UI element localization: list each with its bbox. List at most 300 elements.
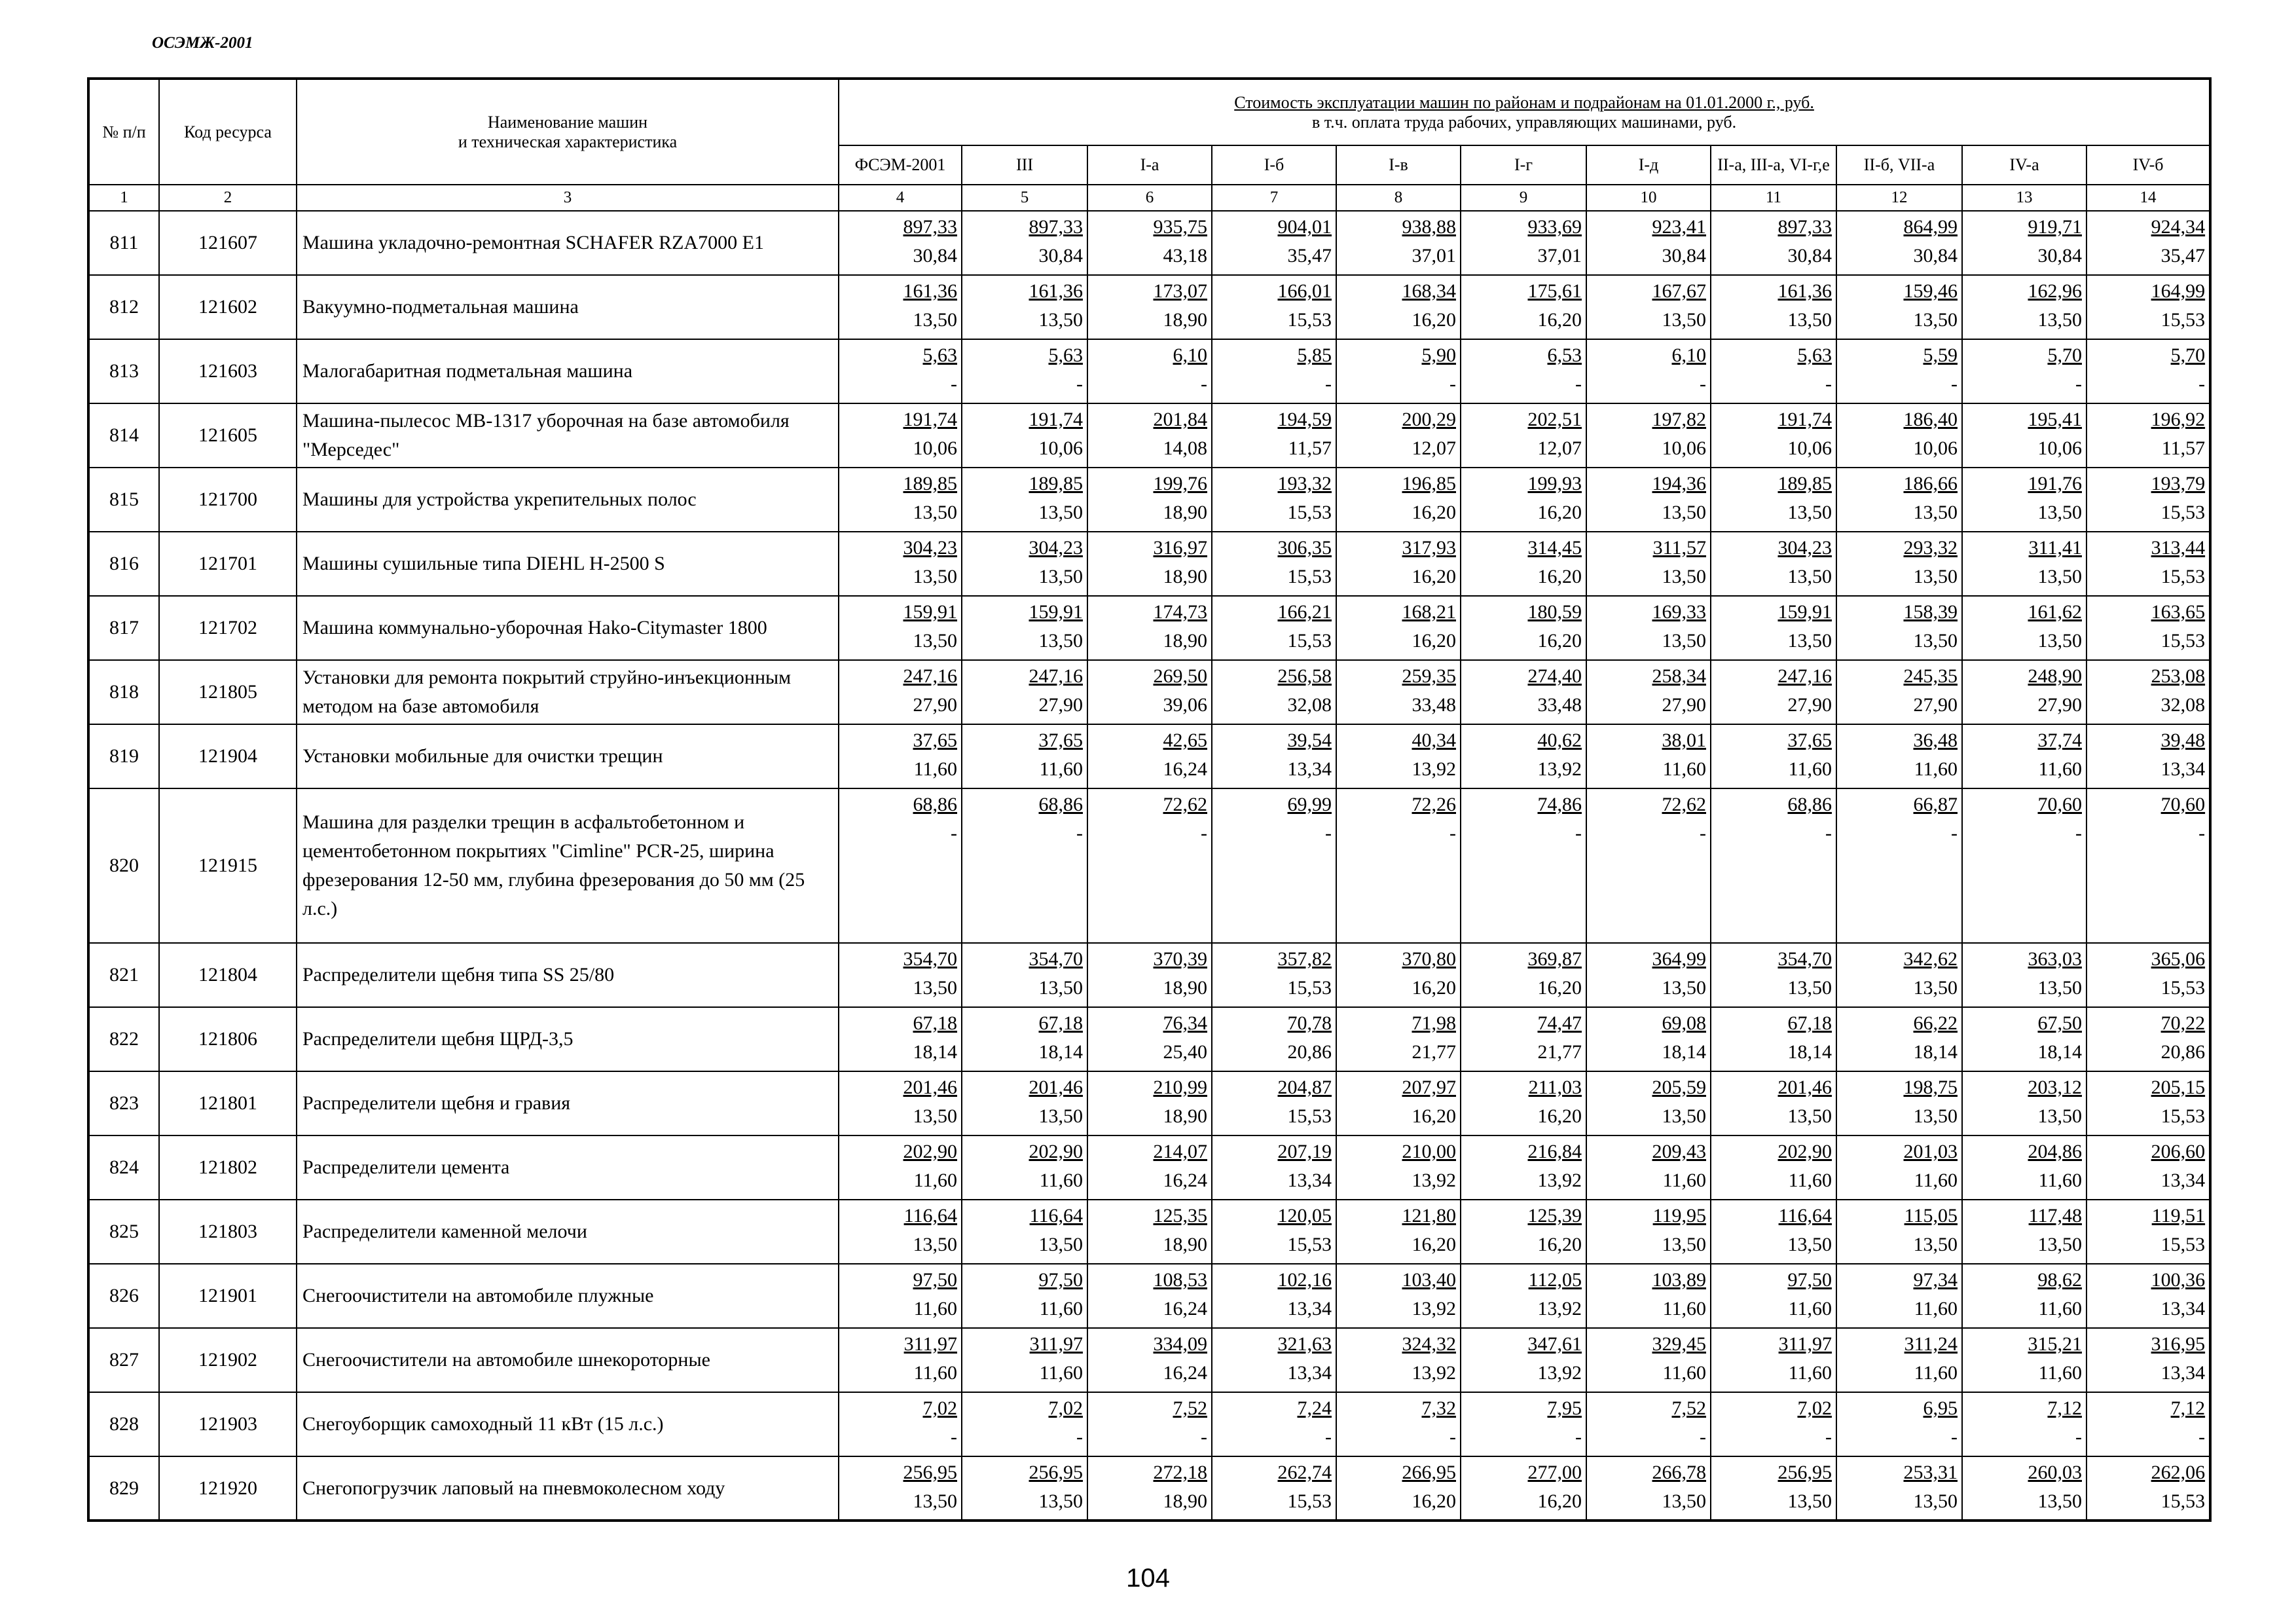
cost-cell: [1212, 403, 1336, 468]
cost-cell: [1212, 211, 1336, 275]
cost-cell: [839, 532, 962, 596]
cost-value: 256,95: [1029, 1462, 1083, 1483]
labor-cost-value: 15,53: [2160, 1490, 2206, 1512]
header-cost-subtitle: в т.ч. оплата труда рабочих, управляющих машинами, руб.: [1312, 112, 1737, 132]
resource-code: 121804: [159, 943, 297, 1007]
cost-cell: [1336, 468, 1461, 532]
cost-value: 70,22: [2160, 1012, 2206, 1034]
cost-value: 159,91: [1029, 601, 1083, 623]
header-region: I-а: [1087, 145, 1212, 185]
row-number: 814: [88, 403, 159, 468]
cost-value: 313,44: [2151, 537, 2206, 559]
labor-cost-value: 15,53: [2160, 566, 2206, 587]
cost-value: 74,47: [1537, 1012, 1582, 1034]
labor-cost-value: 11,57: [1288, 437, 1332, 459]
labor-cost-value: 18,90: [1163, 630, 1207, 652]
table-row: [88, 403, 2210, 468]
labor-cost-value: -: [1076, 373, 1083, 395]
cost-value: 864,99: [1903, 216, 1958, 238]
cost-value: 72,62: [1163, 794, 1207, 815]
cost-cell: [1336, 943, 1461, 1007]
labor-cost-value: -: [2075, 373, 2082, 395]
machine-cost-table: [87, 77, 2212, 1522]
cost-cell: [1461, 596, 1586, 660]
cost-cell: [1962, 532, 2086, 596]
cost-value: 199,93: [1527, 473, 1582, 494]
cost-value: 161,36: [903, 280, 957, 302]
cost-cell: [1586, 403, 1711, 468]
cost-cell: [962, 1328, 1087, 1392]
cost-cell: [1962, 1264, 2086, 1328]
cost-value: 120,05: [1277, 1205, 1332, 1227]
labor-cost-value: 27,90: [1913, 694, 1958, 716]
cost-cell: [1087, 1007, 1212, 1071]
cost-value: 256,58: [1277, 665, 1332, 687]
cost-value: 194,59: [1277, 409, 1332, 430]
cost-cell: [962, 1007, 1087, 1071]
labor-cost-value: 11,60: [2038, 1170, 2082, 1191]
cost-value: 304,23: [1777, 537, 1832, 559]
labor-cost-value: 13,50: [913, 630, 957, 652]
table-row: [88, 1392, 2210, 1456]
cost-cell: [1461, 532, 1586, 596]
cost-value: 69,08: [1662, 1012, 1706, 1034]
cost-cell: [1711, 1328, 1836, 1392]
labor-cost-value: 15,53: [1287, 1234, 1332, 1255]
cost-cell: [1087, 211, 1212, 275]
cost-cell: [1836, 1135, 1962, 1200]
resource-code: 121901: [159, 1264, 297, 1328]
cost-cell: [1212, 1071, 1336, 1135]
machine-name: Малогабаритная подметальная машина: [297, 339, 839, 403]
machine-name: Распределители цемента: [297, 1135, 839, 1200]
cost-cell: [1087, 1071, 1212, 1135]
labor-cost-value: 13,50: [1787, 1234, 1832, 1255]
labor-cost-value: 16,20: [1537, 977, 1582, 999]
cost-cell: [1586, 1264, 1711, 1328]
cost-cell: [1711, 532, 1836, 596]
cost-cell: [1336, 1200, 1461, 1264]
cost-value: 200,29: [1402, 409, 1456, 430]
cost-value: 76,34: [1163, 1012, 1207, 1034]
cost-value: 180,59: [1527, 601, 1582, 623]
labor-cost-value: 11,60: [2038, 1298, 2082, 1320]
labor-cost-value: 18,90: [1163, 1234, 1207, 1255]
labor-cost-value: -: [1449, 373, 1456, 395]
cost-value: 69,99: [1287, 794, 1332, 815]
labor-cost-value: -: [951, 373, 957, 395]
labor-cost-value: -: [951, 822, 957, 844]
labor-cost-value: 11,60: [1914, 758, 1958, 780]
cost-cell: [2086, 1007, 2210, 1071]
cost-value: 919,71: [2028, 216, 2082, 238]
cost-cell: [1336, 1071, 1461, 1135]
cost-cell: [962, 943, 1087, 1007]
cost-value: 37,65: [1787, 729, 1832, 751]
labor-cost-value: 13,50: [913, 566, 957, 587]
labor-cost-value: 15,53: [1287, 1490, 1332, 1512]
cost-cell: [839, 1392, 962, 1456]
labor-cost-value: -: [1951, 373, 1958, 395]
cost-cell: [1836, 1392, 1962, 1456]
row-number: 822: [88, 1007, 159, 1071]
cost-value: 262,06: [2151, 1462, 2206, 1483]
header-region: I-д: [1586, 145, 1711, 185]
cost-value: 201,03: [1903, 1141, 1958, 1162]
cost-cell: [1087, 1456, 1212, 1521]
cost-cell: [1836, 403, 1962, 468]
cost-cell: [1461, 788, 1586, 943]
cost-cell: [962, 1456, 1087, 1521]
labor-cost-value: 18,14: [2037, 1041, 2082, 1063]
cost-value: 357,82: [1277, 948, 1332, 970]
cost-cell: [1212, 596, 1336, 660]
header-col-number: 8: [1336, 185, 1461, 211]
cost-cell: [1586, 788, 1711, 943]
cost-value: 108,53: [1153, 1269, 1207, 1291]
cost-cell: [1212, 339, 1336, 403]
cost-value: 116,64: [903, 1205, 957, 1227]
labor-cost-value: 16,20: [1412, 1234, 1456, 1255]
labor-cost-value: 13,50: [1662, 1490, 1706, 1512]
cost-value: 102,16: [1277, 1269, 1332, 1291]
resource-code: 121803: [159, 1200, 297, 1264]
cost-value: 247,16: [1029, 665, 1083, 687]
cost-cell: [1461, 403, 1586, 468]
labor-cost-value: 13,92: [1537, 1298, 1582, 1320]
row-number: 826: [88, 1264, 159, 1328]
resource-code: 121902: [159, 1328, 297, 1392]
cost-value: 166,21: [1277, 601, 1332, 623]
machine-name: Машина-пылесос МВ-1317 уборочная на базе автомобиля "Мерседес": [297, 403, 839, 468]
row-number: 812: [88, 275, 159, 339]
cost-value: 7,32: [1421, 1397, 1456, 1419]
cost-cell: [839, 275, 962, 339]
header-region: I-в: [1336, 145, 1461, 185]
cost-cell: [1836, 1071, 1962, 1135]
labor-cost-value: 27,90: [2037, 694, 2082, 716]
row-number: 817: [88, 596, 159, 660]
labor-cost-value: -: [1449, 1426, 1456, 1448]
cost-value: 202,51: [1527, 409, 1582, 430]
labor-cost-value: 15,53: [1287, 630, 1332, 652]
labor-cost-value: 30,84: [1787, 245, 1832, 267]
cost-value: 897,33: [903, 216, 957, 238]
cost-cell: [1962, 468, 2086, 532]
cost-value: 191,74: [1029, 409, 1083, 430]
cost-cell: [1212, 275, 1336, 339]
cost-value: 5,70: [2047, 344, 2082, 366]
labor-cost-value: 13,50: [1913, 1490, 1958, 1512]
header-name: [297, 79, 839, 185]
cost-value: 193,32: [1277, 473, 1332, 494]
cost-cell: [962, 339, 1087, 403]
cost-cell: [962, 596, 1087, 660]
labor-cost-value: -: [1575, 1426, 1582, 1448]
cost-value: 7,95: [1547, 1397, 1582, 1419]
cost-value: 173,07: [1153, 280, 1207, 302]
cost-cell: [1461, 468, 1586, 532]
cost-cell: [2086, 339, 2210, 403]
cost-value: 175,61: [1527, 280, 1582, 302]
cost-cell: [1336, 1456, 1461, 1521]
cost-value: 311,97: [903, 1333, 957, 1355]
cost-cell: [839, 1007, 962, 1071]
table-row: [88, 532, 2210, 596]
cost-value: 71,98: [1412, 1012, 1456, 1034]
labor-cost-value: 11,60: [1788, 1298, 1832, 1320]
cost-value: 260,03: [2028, 1462, 2082, 1483]
row-number: 816: [88, 532, 159, 596]
labor-cost-value: 13,50: [1787, 502, 1832, 523]
resource-code: 121904: [159, 724, 297, 788]
cost-value: 904,01: [1277, 216, 1332, 238]
cost-cell: [839, 211, 962, 275]
cost-cell: [1336, 275, 1461, 339]
cost-cell: [1461, 1456, 1586, 1521]
table-row: [88, 211, 2210, 275]
cost-value: 119,51: [2151, 1205, 2206, 1227]
cost-value: 68,86: [1787, 794, 1832, 815]
cost-value: 311,97: [1778, 1333, 1832, 1355]
cost-cell: [1836, 339, 1962, 403]
cost-cell: [1586, 1456, 1711, 1521]
labor-cost-value: 30,84: [1662, 245, 1706, 267]
cost-value: 42,65: [1163, 729, 1207, 751]
labor-cost-value: -: [1951, 822, 1958, 844]
resource-code: 121607: [159, 211, 297, 275]
cost-cell: [1711, 943, 1836, 1007]
labor-cost-value: 16,20: [1412, 1490, 1456, 1512]
labor-cost-value: -: [1076, 1426, 1083, 1448]
cost-cell: [1461, 1264, 1586, 1328]
cost-value: 199,76: [1153, 473, 1207, 494]
cost-value: 186,40: [1903, 409, 1958, 430]
cost-cell: [1087, 1200, 1212, 1264]
labor-cost-value: 13,50: [1038, 566, 1083, 587]
labor-cost-value: -: [1575, 373, 1582, 395]
cost-value: 933,69: [1527, 216, 1582, 238]
labor-cost-value: 13,50: [1787, 630, 1832, 652]
cost-cell: [1962, 943, 2086, 1007]
cost-cell: [1586, 211, 1711, 275]
cost-cell: [2086, 532, 2210, 596]
labor-cost-value: 10,06: [2037, 437, 2082, 459]
cost-cell: [1586, 532, 1711, 596]
table-row: [88, 468, 2210, 532]
labor-cost-value: 13,50: [1038, 1490, 1083, 1512]
cost-cell: [1336, 339, 1461, 403]
labor-cost-value: 37,01: [1537, 245, 1582, 267]
cost-value: 100,36: [2151, 1269, 2206, 1291]
machine-name: Распределители каменной мелочи: [297, 1200, 839, 1264]
cost-value: 354,70: [1777, 948, 1832, 970]
labor-cost-value: 13,50: [2037, 1234, 2082, 1255]
cost-value: 266,78: [1652, 1462, 1706, 1483]
cost-cell: [1087, 1392, 1212, 1456]
table-row: [88, 275, 2210, 339]
cost-value: 5,90: [1421, 344, 1456, 366]
cost-cell: [1336, 1264, 1461, 1328]
cost-cell: [1461, 1200, 1586, 1264]
table-row: [88, 339, 2210, 403]
labor-cost-value: 33,48: [1412, 694, 1456, 716]
labor-cost-value: 18,90: [1163, 566, 1207, 587]
cost-value: 66,87: [1913, 794, 1958, 815]
cost-cell: [1336, 1135, 1461, 1200]
labor-cost-value: 27,90: [913, 694, 957, 716]
cost-cell: [1836, 532, 1962, 596]
cost-value: 40,62: [1537, 729, 1582, 751]
cost-value: 253,08: [2151, 665, 2206, 687]
cost-cell: [1711, 1071, 1836, 1135]
cost-cell: [1087, 532, 1212, 596]
labor-cost-value: 16,20: [1537, 1105, 1582, 1127]
cost-value: 70,60: [2037, 794, 2082, 815]
row-number: 828: [88, 1392, 159, 1456]
labor-cost-value: 11,60: [1662, 1298, 1706, 1320]
cost-value: 203,12: [2028, 1077, 2082, 1098]
labor-cost-value: 18,14: [1038, 1041, 1083, 1063]
labor-cost-value: 16,20: [1412, 1105, 1456, 1127]
cost-value: 202,90: [1029, 1141, 1083, 1162]
cost-value: 304,23: [903, 537, 957, 559]
labor-cost-value: 32,08: [1287, 694, 1332, 716]
labor-cost-value: 13,50: [913, 502, 957, 523]
cost-cell: [962, 1392, 1087, 1456]
labor-cost-value: -: [1700, 373, 1706, 395]
labor-cost-value: 13,34: [2160, 1362, 2206, 1384]
row-number: 818: [88, 660, 159, 724]
cost-value: 197,82: [1652, 409, 1706, 430]
header-col-number: 1: [88, 185, 159, 211]
labor-cost-value: 13,50: [2037, 977, 2082, 999]
labor-cost-value: 13,92: [1537, 758, 1582, 780]
labor-cost-value: 16,20: [1537, 630, 1582, 652]
cost-cell: [1461, 724, 1586, 788]
cost-cell: [1586, 1071, 1711, 1135]
labor-cost-value: 13,50: [1787, 977, 1832, 999]
header-col-number: 12: [1836, 185, 1962, 211]
resource-code: 121903: [159, 1392, 297, 1456]
cost-value: 216,84: [1527, 1141, 1582, 1162]
cost-cell: [839, 1200, 962, 1264]
resource-code: 121700: [159, 468, 297, 532]
machine-name: Машина для разделки трещин в асфальтобетонном и цементобетонном покрытиях "Cimline" PCR-25, ширина фрезерования 12-50 мм, глубина фрезерования до 50 мм (25 л.с.): [297, 788, 839, 943]
labor-cost-value: 16,20: [1412, 630, 1456, 652]
cost-cell: [1711, 339, 1836, 403]
cost-value: 168,34: [1402, 280, 1456, 302]
labor-cost-value: 11,60: [913, 1298, 957, 1320]
cost-cell: [1087, 596, 1212, 660]
labor-cost-value: 13,50: [913, 1105, 957, 1127]
labor-cost-value: 20,86: [2160, 1041, 2206, 1063]
labor-cost-value: 16,20: [1537, 502, 1582, 523]
cost-cell: [1461, 275, 1586, 339]
labor-cost-value: 16,24: [1163, 758, 1207, 780]
cost-cell: [1962, 596, 2086, 660]
cost-value: 5,63: [1048, 344, 1083, 366]
cost-value: 306,35: [1277, 537, 1332, 559]
cost-value: 70,78: [1287, 1012, 1332, 1034]
cost-cell: [1461, 1392, 1586, 1456]
cost-cell: [2086, 468, 2210, 532]
cost-cell: [1836, 1007, 1962, 1071]
labor-cost-value: 11,60: [1039, 1362, 1083, 1384]
labor-cost-value: 18,90: [1163, 977, 1207, 999]
cost-cell: [1087, 1135, 1212, 1200]
cost-value: 247,16: [1777, 665, 1832, 687]
cost-cell: [1711, 788, 1836, 943]
cost-value: 315,21: [2028, 1333, 2082, 1355]
cost-value: 201,84: [1153, 409, 1207, 430]
labor-cost-value: 13,50: [1913, 630, 1958, 652]
cost-value: 316,97: [1153, 537, 1207, 559]
labor-cost-value: 13,92: [1537, 1170, 1582, 1191]
cost-value: 347,61: [1527, 1333, 1582, 1355]
cost-value: 67,18: [1787, 1012, 1832, 1034]
labor-cost-value: 13,50: [1662, 1234, 1706, 1255]
cost-cell: [1461, 1071, 1586, 1135]
cost-cell: [1962, 1071, 2086, 1135]
labor-cost-value: 35,47: [1287, 245, 1332, 267]
labor-cost-value: 30,84: [1913, 245, 1958, 267]
labor-cost-value: 15,53: [2160, 309, 2206, 331]
labor-cost-value: 13,50: [1038, 1234, 1083, 1255]
labor-cost-value: 13,92: [1412, 758, 1456, 780]
labor-cost-value: -: [1201, 373, 1207, 395]
labor-cost-value: 15,53: [1287, 502, 1332, 523]
labor-cost-value: 13,34: [2160, 758, 2206, 780]
cost-cell: [962, 724, 1087, 788]
cost-value: 370,39: [1153, 948, 1207, 970]
cost-value: 7,52: [1671, 1397, 1706, 1419]
machine-name: Снегоочистители на автомобиле плужные: [297, 1264, 839, 1328]
cost-value: 194,36: [1652, 473, 1706, 494]
cost-value: 74,86: [1537, 794, 1582, 815]
machine-name: Вакуумно-подметальная машина: [297, 275, 839, 339]
cost-value: 186,66: [1903, 473, 1958, 494]
machine-name: Распределители щебня типа SS 25/80: [297, 943, 839, 1007]
labor-cost-value: 18,90: [1163, 1490, 1207, 1512]
labor-cost-value: 13,50: [1787, 566, 1832, 587]
cost-value: 97,50: [1038, 1269, 1083, 1291]
cost-value: 211,03: [1528, 1077, 1582, 1098]
cost-value: 198,75: [1903, 1077, 1958, 1098]
cost-cell: [1586, 275, 1711, 339]
cost-value: 193,79: [2151, 473, 2206, 494]
cost-value: 205,59: [1652, 1077, 1706, 1098]
cost-cell: [1212, 943, 1336, 1007]
row-number: 825: [88, 1200, 159, 1264]
header-col-number: 10: [1586, 185, 1711, 211]
cost-cell: [839, 1456, 962, 1521]
labor-cost-value: -: [2075, 1426, 2082, 1448]
cost-value: 311,41: [2028, 537, 2082, 559]
cost-cell: [1711, 1200, 1836, 1264]
labor-cost-value: 13,50: [1038, 502, 1083, 523]
labor-cost-value: 10,06: [1038, 437, 1083, 459]
cost-value: 342,62: [1903, 948, 1958, 970]
cost-cell: [839, 1328, 962, 1392]
cost-cell: [1962, 403, 2086, 468]
cost-cell: [1962, 211, 2086, 275]
cost-cell: [1087, 468, 1212, 532]
cost-value: 7,24: [1297, 1397, 1332, 1419]
cost-cell: [1836, 275, 1962, 339]
cost-cell: [839, 1264, 962, 1328]
labor-cost-value: 15,53: [2160, 977, 2206, 999]
